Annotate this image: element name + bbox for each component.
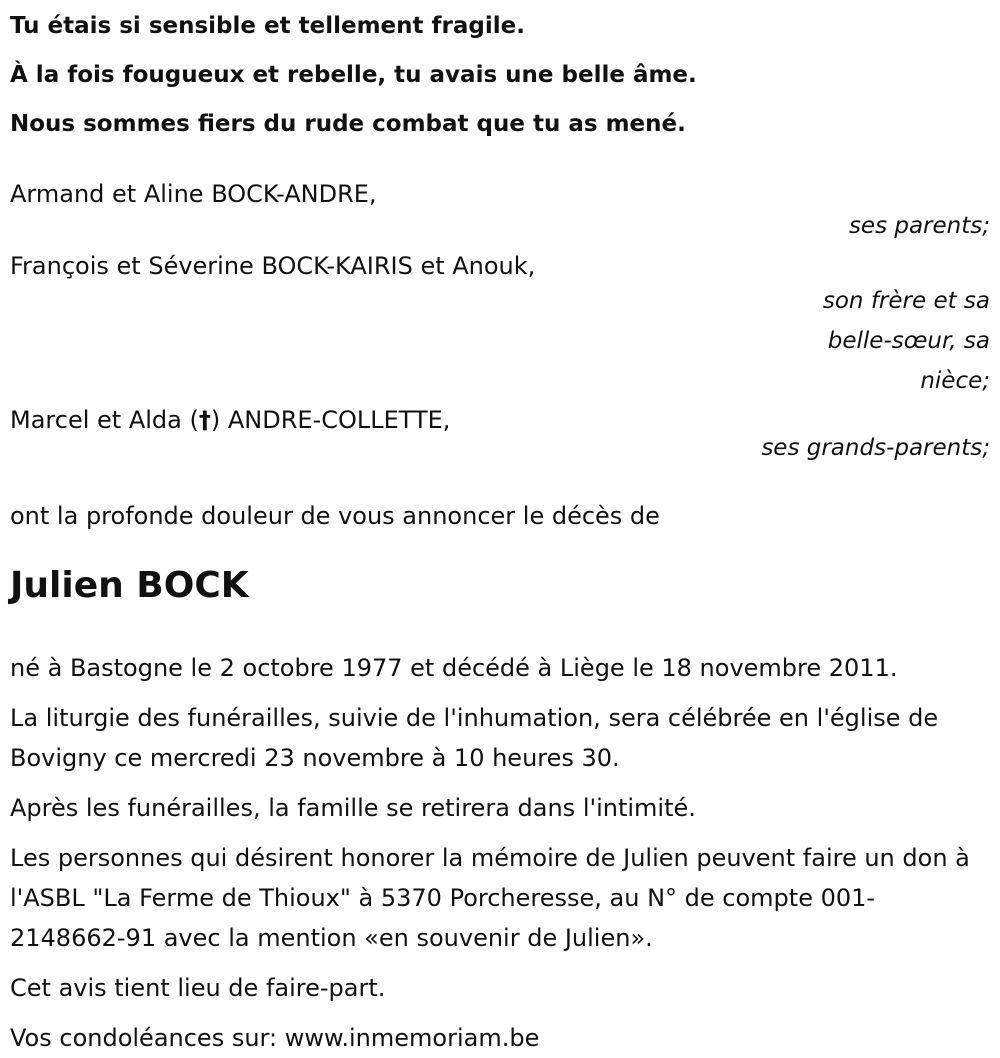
family-role: ses parents; <box>848 213 990 239</box>
family-name: Armand et Aline BOCK-ANDRE, <box>10 180 377 208</box>
family-name-part: Marcel et Alda ( <box>10 406 199 434</box>
family-entry-grandparents <box>10 404 990 468</box>
family-name-part: ) ANDRE-COLLETTE, <box>210 406 451 434</box>
poem-verse-2: À la fois fougueux et rebelle, tu avais une belle âme. <box>10 62 697 88</box>
poem-verse-1: Tu étais si sensible et tellement fragile. <box>10 13 525 39</box>
family-role: son frère et sa belle-sœur, sa nièce; <box>822 288 990 394</box>
family-list <box>10 178 990 468</box>
poem-verse-3: Nous sommes fiers du rude combat que tu as mené. <box>10 111 686 137</box>
family-role: ses grands-parents; <box>761 435 990 461</box>
dagger-icon: † <box>198 406 211 434</box>
announcement: ont la profonde douleur de vous annoncer le décès de <box>10 502 660 530</box>
birth-death-info: né à Bastogne le 2 octobre 1977 et décédé à Liège le 18 novembre 2011. <box>10 654 898 682</box>
after-funeral-info: Après les funérailles, la famille se retirera dans l'intimité. <box>10 794 696 822</box>
condolences-info: Vos condoléances sur: www.inmemoriam.be <box>10 1024 540 1052</box>
family-entry-siblings <box>10 250 990 401</box>
family-name: François et Séverine BOCK-KAIRIS et Anouk, <box>10 252 536 280</box>
donation-info: Les personnes qui désirent honorer la mémoire de Julien peuvent faire un don à l'ASBL "La Ferme de Thioux" à 5370 Porcheresse, au N° de compte 001-2148662-91 avec la mention «en souvenir de Julien». <box>10 844 970 952</box>
deceased-name: Julien BOCK <box>10 565 249 606</box>
notice-info: Cet avis tient lieu de faire-part. <box>10 974 386 1002</box>
poem <box>10 10 990 140</box>
details <box>10 648 990 1058</box>
obituary-notice <box>10 0 990 1058</box>
family-entry-parents <box>10 178 990 246</box>
liturgy-info: La liturgie des funérailles, suivie de l'inhumation, sera célébrée en l'église de Bovigny ce mercredi 23 novembre à 10 heures 30. <box>10 704 939 772</box>
